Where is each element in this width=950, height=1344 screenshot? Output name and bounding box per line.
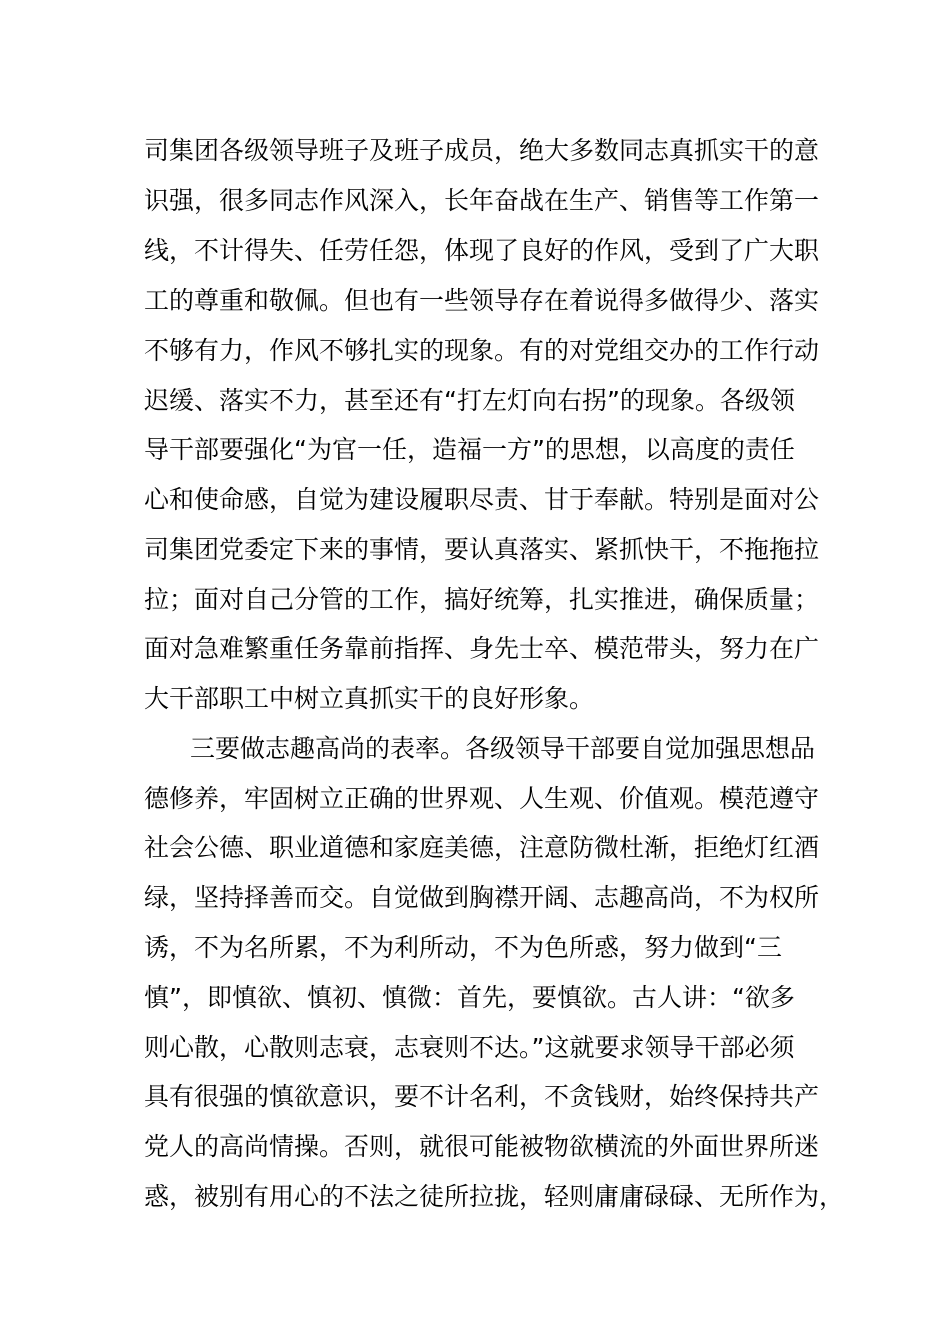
text-line: 诱，不为名所累，不为利所动，不为色所惑，努力做到“三 bbox=[144, 933, 782, 962]
text-line: 党人的高尚情操。否则，就很可能被物欲横流的外面世界所迷 bbox=[144, 1132, 820, 1161]
text-line: 识强，很多同志作风深入，长年奋战在生产、销售等工作第一 bbox=[144, 186, 820, 215]
text-line: 工的尊重和敬佩。但也有一些领导存在着说得多做得少、落实 bbox=[144, 286, 820, 315]
text-line: 司集团党委定下来的事情，要认真落实、紧抓快干，不拖拖拉 bbox=[144, 535, 820, 564]
text-line: 迟缓、落实不力，甚至还有“打左灯向右拐”的现象。各级领 bbox=[144, 386, 795, 415]
text-line: 线，不计得失、任劳任怨，体现了良好的作风，受到了广大职 bbox=[144, 236, 820, 265]
text-line: 绿，坚持择善而交。自觉做到胸襟开阔、志趣高尚，不为权所 bbox=[144, 883, 820, 912]
text-line: 导干部要强化“为官一任，造福一方”的思想，以高度的责任 bbox=[144, 435, 795, 464]
text-line: 则心散，心散则志衰，志衰则不达。”这就要求领导干部必须 bbox=[144, 1033, 795, 1062]
text-line: 心和使命感，自觉为建设履职尽责、甘于奉献。特别是面对公 bbox=[144, 485, 820, 514]
paragraph-start-line: 三要做志趣高尚的表率。各级领导干部要自觉加强思想品 bbox=[190, 734, 816, 763]
text-line: 德修养，牢固树立正确的世界观、人生观、价值观。模范遵守 bbox=[144, 784, 820, 813]
text-line: 大干部职工中树立真抓实干的良好形象。 bbox=[144, 684, 595, 713]
text-line: 不够有力，作风不够扎实的现象。有的对党组交办的工作行动 bbox=[144, 336, 820, 365]
text-line: 具有很强的慎欲意识，要不计名利，不贪钱财，始终保持共产 bbox=[144, 1082, 820, 1111]
text-line: 拉；面对自己分管的工作，搞好统筹，扎实推进，确保质量； bbox=[144, 585, 820, 614]
text-line: 社会公德、职业道德和家庭美德，注意防微杜渐，拒绝灯红酒 bbox=[144, 833, 820, 862]
text-line: 面对急难繁重任务靠前指挥、身先士卒、模范带头，努力在广 bbox=[144, 634, 820, 663]
text-line: 慎”，即慎欲、慎初、慎微：首先，要慎欲。古人讲：“欲多 bbox=[144, 983, 795, 1012]
text-line: 惑，被别有用心的不法之徒所拉拢，轻则庸庸碌碌、无所作为， bbox=[144, 1182, 845, 1211]
text-line: 司集团各级领导班子及班子成员，绝大多数同志真抓实干的意 bbox=[144, 136, 820, 165]
